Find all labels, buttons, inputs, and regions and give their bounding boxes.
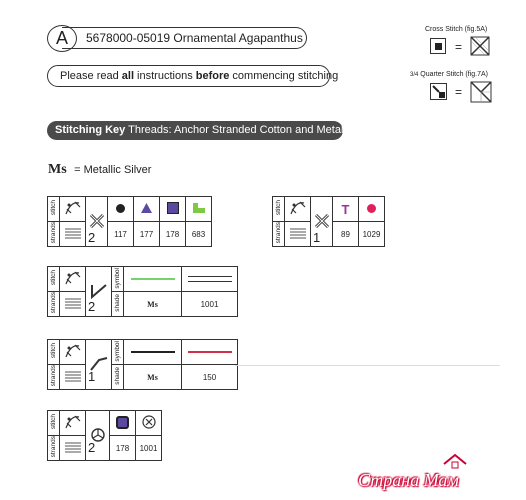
thread-skein-icon [64, 369, 82, 383]
quarter-stitch-legend-label [410, 71, 488, 78]
shade-177: 177 [134, 222, 160, 247]
backstitch-a-strands-value: 2 [88, 299, 96, 314]
metallic-note [48, 160, 151, 178]
stitch-label: stitch [50, 414, 57, 430]
stitching-key-label: Stitching Key [55, 124, 126, 136]
stitch-label: stitch [50, 200, 57, 216]
circled-x-icon [142, 415, 156, 429]
shade-117: 117 [108, 222, 134, 247]
black-line-icon [131, 351, 175, 353]
shade-178: 178 [160, 222, 186, 247]
strands-label: strands [50, 292, 57, 314]
needle-stitch-icon [63, 269, 83, 287]
purple-square-icon [167, 202, 179, 214]
instructions-notice [47, 65, 339, 87]
pink-circle-icon [367, 204, 376, 213]
thread-skein-icon [64, 226, 82, 240]
cross-stitch-equals: = [455, 40, 463, 54]
strands-label: strands [50, 436, 57, 458]
stitch-label: stitch [275, 200, 282, 216]
green-line-icon [131, 278, 175, 280]
metallic-note-text: = Metallic Silver [74, 164, 152, 176]
notice-text-3: commencing stitching [229, 70, 339, 82]
stitching-key-banner [47, 121, 354, 140]
black-circle-icon [116, 204, 125, 213]
cross-a-strands-value: 2 [88, 230, 96, 245]
strands-label: strands [50, 222, 57, 244]
cross-stitch-diagram-icon [470, 36, 490, 56]
green-quarter-icon [192, 202, 206, 214]
cross-stitch-table-b [272, 196, 385, 247]
shade-178: 178 [110, 436, 136, 461]
metallic-symbol: Ms [48, 162, 67, 177]
cross-stitch-symbol-icon [89, 213, 105, 229]
red-line-icon [188, 351, 232, 353]
purple-triangle-icon [141, 203, 152, 213]
pattern-badge: A [47, 25, 77, 52]
thread-skein-icon [64, 296, 82, 310]
cross-b-strands-value: 1 [313, 230, 321, 245]
notice-bold-all: all [121, 70, 134, 82]
thread-skein-icon [64, 440, 82, 454]
thread-skein-icon [289, 226, 307, 240]
magenta-t-icon: T [341, 201, 350, 217]
quarter-fraction: 3/4 [410, 72, 419, 78]
needle-stitch-icon [63, 199, 83, 217]
backstitch-table-b [47, 339, 238, 390]
strands-label: strands [275, 222, 282, 244]
metallic-symbol-cell: Ms [124, 365, 182, 390]
notice-bold-before: before [195, 70, 230, 82]
notice-text-2: instructions [134, 70, 196, 82]
metallic-symbol-cell: Ms [124, 292, 182, 317]
needle-stitch-icon [63, 413, 83, 431]
shade-label: shade [114, 367, 121, 385]
backstitch-b-strands-value: 1 [88, 369, 96, 384]
backstitch-table-a [47, 266, 238, 317]
symbol-label: symbol [114, 340, 121, 362]
quarter-stitch-diagram-icon [470, 81, 492, 103]
pattern-title: 5678000-05019 Ornamental Agapanthus [86, 31, 303, 45]
shade-89: 89 [333, 222, 359, 247]
french-knot-strands-value: 2 [88, 440, 96, 455]
watermark-text: Страна Мам [358, 470, 459, 490]
faint-guide-line [235, 365, 500, 366]
cross-stitch-cell-icon [430, 38, 446, 54]
notice-text-1: Please read [60, 70, 122, 82]
shade-label: shade [114, 294, 121, 312]
french-knot-table [47, 410, 162, 461]
shade-1001: 1001 [136, 436, 162, 461]
stitch-label: stitch [50, 343, 57, 359]
stitch-label: stitch [50, 270, 57, 286]
quarter-stitch-cell-icon [430, 83, 447, 100]
quarter-stitch-text: Quarter Stitch (fig.7A) [420, 71, 488, 78]
double-line-icon [188, 276, 232, 282]
cross-stitch-legend-label: Cross Stitch (fig.5A) [425, 26, 488, 33]
cross-stitch-symbol-icon [314, 213, 330, 229]
strands-label: strands [50, 365, 57, 387]
shade-683: 683 [186, 222, 212, 247]
backstitch-symbol-icon [90, 283, 108, 299]
shade-1029: 1029 [359, 222, 385, 247]
watermark-house-icon [440, 452, 470, 474]
shade-1001: 1001 [182, 292, 238, 317]
symbol-label: symbol [114, 267, 121, 289]
quarter-stitch-equals: = [455, 85, 463, 99]
stitching-key-threads: Threads: Anchor Stranded Cotton and Metallic [128, 124, 354, 136]
shade-150: 150 [182, 365, 238, 390]
needle-stitch-icon [288, 199, 308, 217]
needle-stitch-icon [63, 342, 83, 360]
cross-stitch-table-a [47, 196, 212, 247]
purple-outlined-square-icon [116, 416, 129, 429]
